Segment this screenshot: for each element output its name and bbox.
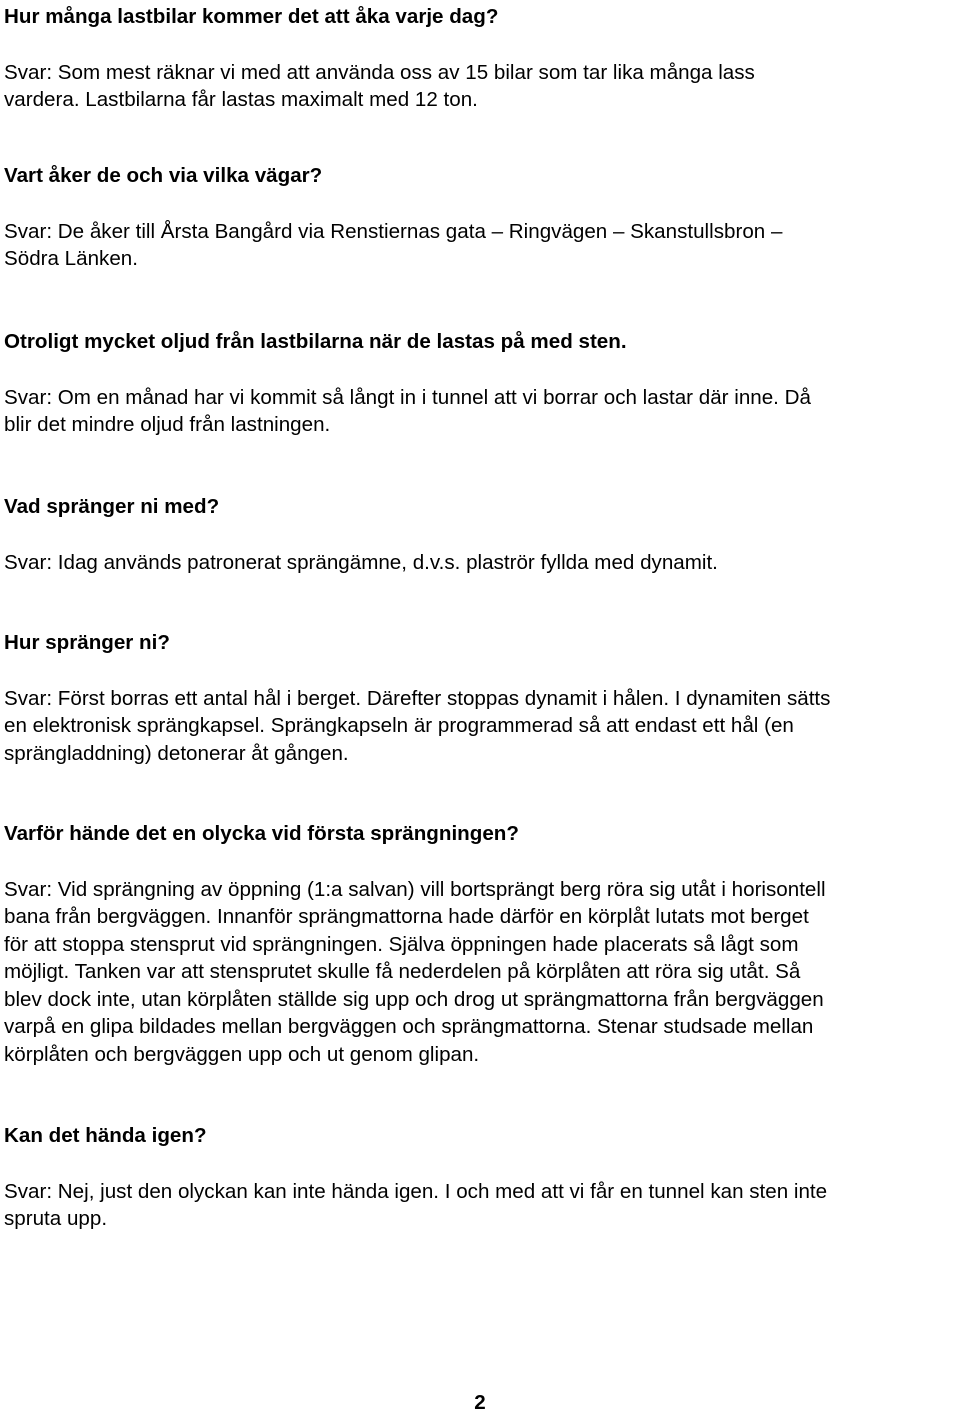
- answer-line: Svar: Först borras ett antal hål i berget. Därefter stoppas dynamit i hålen. I dynamiten sätts: [4, 686, 831, 710]
- answer-line: Svar: Om en månad har vi kommit så långt in i tunnel att vi borrar och lastar där inne. Då: [4, 385, 811, 409]
- question-heading: Vart åker de och via vilka vägar?: [4, 164, 323, 187]
- answer-line: bana från bergväggen. Innanför sprängmattorna hade därför en körplåt lutats mot berget: [4, 905, 809, 928]
- qa-block-sprangamne: [4, 493, 956, 576]
- answer-line: varpå en glipa bildades mellan bergväggen och sprängmattorna. Stenar studsade mellan: [4, 1015, 814, 1038]
- answer-line: vardera. Lastbilarna får lastas maximalt med 12 ton.: [4, 88, 478, 111]
- answer-line: Svar: Vid sprängning av öppning (1:a salvan) vill bortsprängt berg röra sig utåt i horisontell: [4, 877, 826, 901]
- answer-line: sprängladdning) detonerar åt gången.: [4, 741, 349, 765]
- qa-block-igen: [4, 1122, 956, 1233]
- question-heading: Otroligt mycket oljud från lastbilarna när de lastas på med sten.: [4, 330, 627, 353]
- page-number: 2: [474, 1391, 486, 1414]
- qa-block-spranger: [4, 629, 956, 767]
- qa-block-oljud: [4, 328, 956, 439]
- question-heading: Kan det hända igen?: [4, 1124, 207, 1147]
- question-heading: Vad spränger ni med?: [4, 495, 220, 518]
- answer-line: möjligt. Tanken var att stensprutet skulle få nederdelen på körplåten att röra sig utåt. Så: [4, 960, 801, 983]
- answer-line: spruta upp.: [4, 1207, 108, 1230]
- question-heading: Hur spränger ni?: [4, 631, 170, 654]
- qa-block-olycka: [4, 820, 956, 1068]
- answer-line: för att stoppa stensprut vid sprängningen. Själva öppningen hade placerats så lågt som: [4, 932, 799, 956]
- answer-line: en elektronisk sprängkapsel. Sprängkapseln är programmerad så att endast ett hål (en: [4, 714, 794, 737]
- answer-line: Svar: Idag används patronerat sprängämne, d.v.s. plaströr fyllda med dynamit.: [4, 550, 718, 574]
- answer-line: Svar: Nej, just den olyckan kan inte hända igen. I och med att vi får en tunnel kan sten inte: [4, 1179, 828, 1203]
- answer-line: Svar: Som mest räknar vi med att använda oss av 15 bilar som tar lika många lass: [4, 60, 755, 84]
- answer-line: blir det mindre oljud från lastningen.: [4, 413, 331, 436]
- answer-line: Södra Länken.: [4, 247, 138, 270]
- answer-line: körplåten och bergväggen upp och ut genom glipan.: [4, 1042, 480, 1066]
- question-heading: Varför hände det en olycka vid första sprängningen?: [4, 822, 519, 845]
- qa-block-lastbilar: [4, 3, 956, 114]
- qa-block-vagar: [4, 162, 956, 273]
- question-heading: Hur många lastbilar kommer det att åka varje dag?: [4, 5, 499, 28]
- answer-line: Svar: De åker till Årsta Bangård via Renstiernas gata – Ringvägen – Skanstullsbron –: [4, 219, 783, 243]
- answer-line: blev dock inte, utan körplåten ställde sig upp och drog ut sprängmattorna från bergväggen: [4, 987, 824, 1011]
